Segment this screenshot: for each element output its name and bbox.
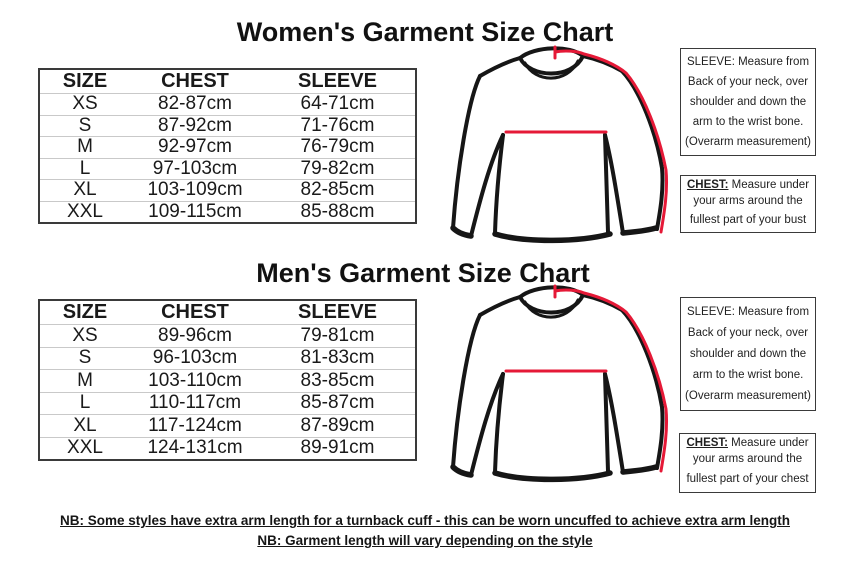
size-cell: XL (39, 415, 130, 438)
size-cell: XS (39, 325, 130, 348)
mens-chest-note-box (679, 433, 816, 493)
size-cell: S (39, 347, 130, 370)
size-cell: 87-92cm (130, 115, 260, 137)
note-line (683, 179, 813, 191)
note-line: shoulder and down the (689, 96, 807, 108)
size-cell: 82-87cm (130, 94, 260, 116)
size-cell: 103-109cm (130, 180, 260, 202)
note-line: fullest part of your chest (686, 473, 809, 485)
size-cell: 109-115cm (148, 200, 242, 222)
note-line: fullest part of your bust (689, 213, 807, 226)
note-line: (Overarm measurement) (685, 136, 811, 148)
size-cell: 82-85cm (260, 180, 416, 202)
note-line: SLEEVE: Measure from (686, 56, 810, 68)
note-line: arm to the wrist bone. (692, 116, 804, 128)
size-cell: 92-97cm (130, 137, 260, 159)
column-header: SIZE (39, 69, 130, 94)
column-header: SLEEVE (260, 69, 416, 94)
size-row (39, 94, 416, 116)
column-header: CHEST (130, 300, 260, 325)
mens-sleeve-note-box (680, 297, 816, 411)
size-row (39, 415, 416, 438)
chest-note-heading-rest: Measure under (728, 179, 810, 191)
size-row (39, 137, 416, 159)
womens-chest-note-box (680, 175, 816, 233)
size-cell: 103-110cm (130, 370, 260, 393)
womens-size-table (38, 68, 417, 224)
note-line: your arms around the (692, 453, 803, 465)
womens-garment-diagram (440, 42, 675, 247)
size-cell: 97-103cm (130, 158, 260, 180)
size-row (39, 347, 416, 370)
size-cell: 79-82cm (260, 158, 416, 180)
size-cell: 71-76cm (260, 115, 416, 137)
size-cell: L (39, 392, 130, 415)
size-row (39, 158, 416, 180)
mens-garment-diagram (440, 281, 675, 486)
size-cell: M (39, 370, 130, 393)
note-line: shoulder and down the (689, 347, 807, 360)
mens-size-table (38, 299, 417, 461)
size-cell: 76-79cm (260, 137, 416, 159)
note-line: arm to the wrist bone. (692, 369, 804, 382)
size-row (39, 437, 416, 460)
table-header-row (39, 300, 416, 325)
column-header: SIZE (39, 300, 130, 325)
size-cell: 85-88cm (300, 200, 375, 222)
size-row (39, 115, 416, 137)
footnote-garment-length: NB: Garment length will vary depending on the style (257, 533, 593, 548)
size-row (39, 325, 416, 348)
note-line: Back of your neck, over (687, 326, 809, 339)
size-cell: S (39, 115, 130, 137)
size-row (39, 370, 416, 393)
size-cell: 87-89cm (260, 415, 416, 438)
note-line: Back of your neck, over (687, 76, 809, 88)
size-cell: XXL (67, 437, 103, 459)
size-cell: XXL (67, 200, 103, 222)
size-cell: 83-85cm (260, 370, 416, 393)
size-cell: L (39, 158, 130, 180)
note-line: your arms around the (693, 194, 803, 207)
column-header: SLEEVE (260, 300, 416, 325)
size-row (39, 392, 416, 415)
size-cell: 89-96cm (130, 325, 260, 348)
size-cell: 85-87cm (260, 392, 416, 415)
mens-section-title: Men's Garment Size Chart (256, 258, 590, 288)
column-header: CHEST (130, 69, 260, 94)
note-line: (Overarm measurement) (685, 390, 811, 403)
note-line: SLEEVE: Measure from (686, 305, 810, 318)
size-cell: 117-124cm (130, 415, 260, 438)
womens-section-title: Women's Garment Size Chart (236, 17, 614, 47)
size-cell: 81-83cm (260, 347, 416, 370)
size-cell: XL (39, 180, 130, 202)
size-cell: 124-131cm (147, 437, 243, 459)
size-cell: 110-117cm (130, 392, 260, 415)
size-cell: M (39, 137, 130, 159)
footnote-turnback-cuff: NB: Some styles have extra arm length for a turnback cuff - this can be worn uncuffed to achieve extra arm length (60, 513, 790, 528)
size-cell: 96-103cm (130, 347, 260, 370)
size-cell: 79-81cm (260, 325, 416, 348)
size-row (39, 180, 416, 202)
chest-note-heading: CHEST: (686, 437, 728, 449)
size-cell: 64-71cm (260, 94, 416, 116)
womens-sleeve-note-box (680, 48, 816, 156)
size-cell: 89-91cm (300, 437, 375, 459)
size-row (39, 201, 416, 223)
chest-note-heading: CHEST: (686, 179, 729, 191)
size-cell: XS (39, 94, 130, 116)
chest-note-heading-rest: Measure under (727, 437, 809, 449)
note-line (682, 437, 813, 449)
table-header-row (39, 69, 416, 94)
